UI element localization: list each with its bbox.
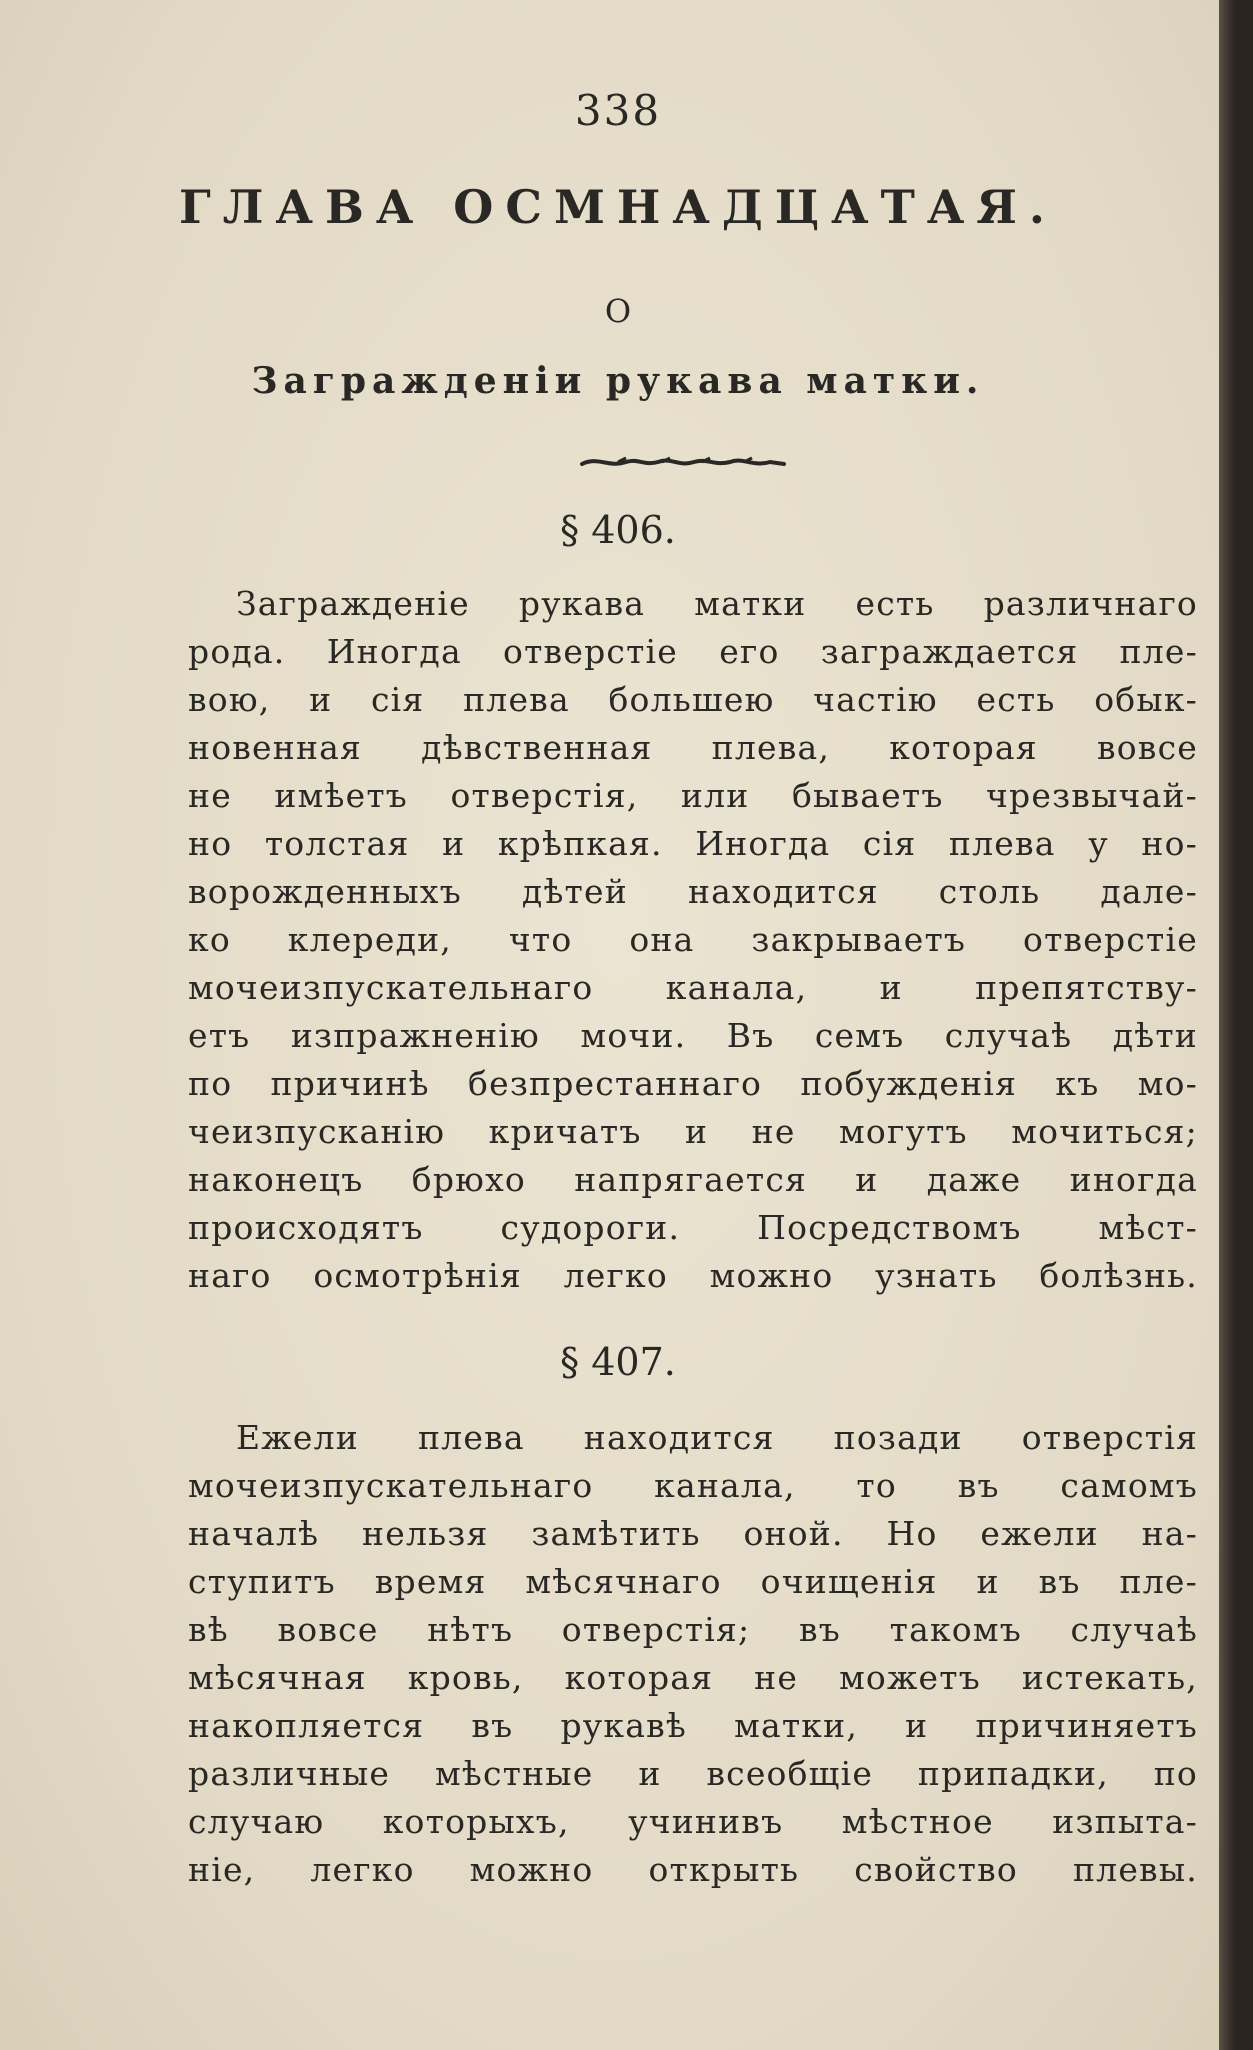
text-line: вѣ вовсе нѣтъ отверстія; въ такомъ случаѣ (188, 1610, 1198, 1649)
text-line: по причинѣ безпрестаннаго побужденія къ мо- (188, 1064, 1198, 1103)
text-line: рода. Иногда отверстіе его заграждается пле- (188, 632, 1198, 671)
text-line: ко клереди, что она закрываетъ отверстіе (188, 920, 1198, 959)
section-mark-407: § 407. (560, 1340, 676, 1384)
section-mark-406: § 406. (560, 508, 676, 552)
chapter-preposition: О (604, 292, 632, 330)
text-line: но толстая и крѣпкая. Иногда сія плева у но- (188, 824, 1198, 863)
text-line: ступитъ время мѣсячнаго очищенія и въ пле- (188, 1562, 1198, 1601)
text-line: Загражденіе рукава матки есть различнаго (236, 584, 1198, 623)
text-line: мѣсячная кровь, которая не можетъ истекать, (188, 1658, 1198, 1697)
text-line: чеизпусканію кричатъ и не могутъ мочиться; (188, 1112, 1198, 1151)
text-line: наконецъ брюхо напрягается и даже иногда (188, 1160, 1198, 1199)
book-binding-edge (1219, 0, 1236, 2050)
text-line: различные мѣстные и всеобщіе припадки, по (188, 1754, 1198, 1793)
chapter-subtitle: Загражденіи рукава матки. (251, 360, 985, 402)
text-line: новенная дѣвственная плева, которая вовсе (188, 728, 1198, 767)
ornament-divider (578, 452, 788, 472)
text-line: не имѣетъ отверстія, или бываетъ чрезвычай- (188, 776, 1198, 815)
text-line: мочеизпускательнаго канала, и препятству- (188, 968, 1198, 1007)
paragraph-406 (188, 580, 1198, 1300)
text-line: случаю которыхъ, учинивъ мѣстное изпыта- (188, 1802, 1198, 1841)
text-line: етъ изпражненію мочи. Въ семъ случаѣ дѣти (188, 1016, 1198, 1055)
paragraph-407 (188, 1414, 1198, 1894)
text-line: Ежели плева находится позади отверстія (236, 1418, 1198, 1457)
text-line: началѣ нельзя замѣтить оной. Но ежели на- (188, 1514, 1198, 1553)
text-line: ворожденныхъ дѣтей находится столь дале- (188, 872, 1198, 911)
text-line: мочеизпускательнаго канала, то въ самомъ (188, 1466, 1198, 1505)
text-line: накопляется въ рукавѣ матки, и причиняетъ (188, 1706, 1198, 1745)
text-line: наго осмотрѣнія легко можно узнать болѣзнь. (188, 1256, 1198, 1295)
text-line: происходятъ судороги. Посредствомъ мѣст- (188, 1208, 1198, 1247)
text-line: ніе, легко можно открыть свойство плевы. (188, 1850, 1198, 1889)
page-number: 338 (574, 86, 662, 135)
text-line: вою, и сія плева большею частію есть обык- (188, 680, 1198, 719)
chapter-title: ГЛАВА ОСМНАДЦАТАЯ. (179, 180, 1057, 234)
